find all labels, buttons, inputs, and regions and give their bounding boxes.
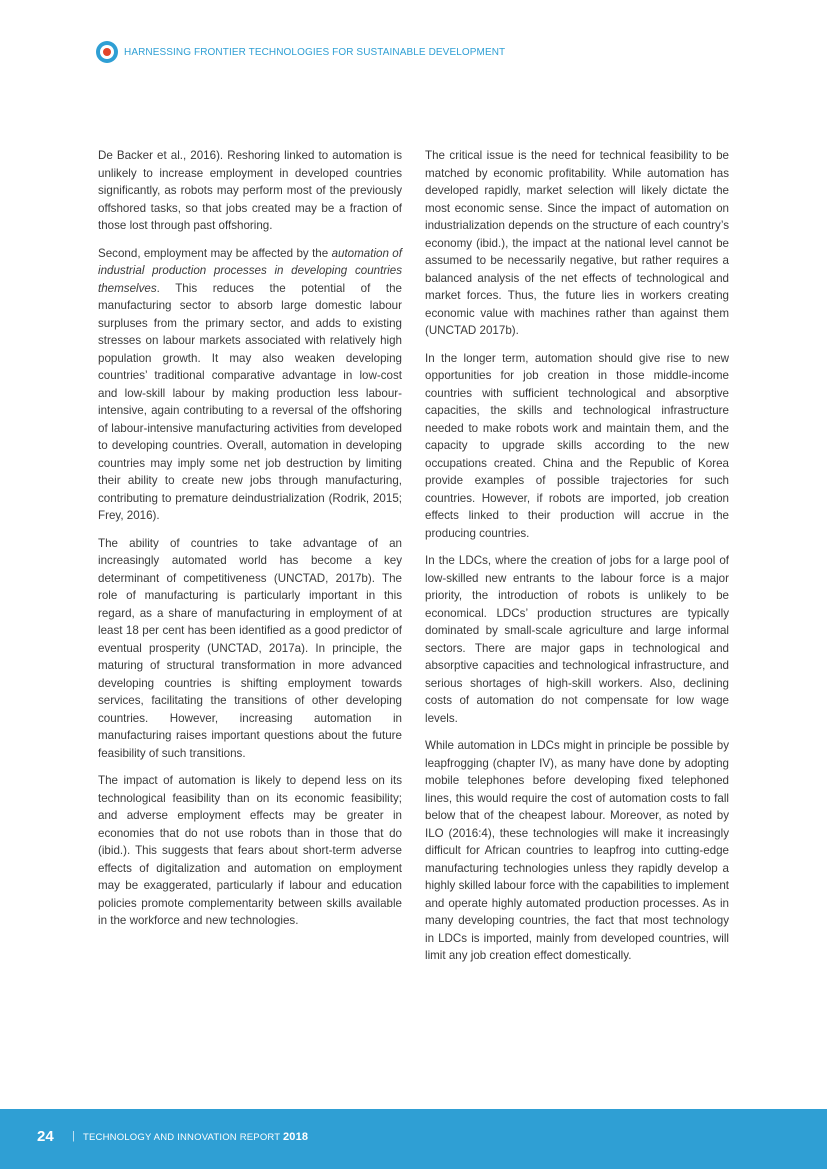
emphasized-text: automation of industrial production processes in developing countries themselves [98,246,402,295]
page-header [96,41,505,63]
paragraph: The ability of countries to take advantage of an increasingly automated world has become a key determinant of competitiveness (UNCTAD, 2017b). The role of manufacturing is particularly important in this regard, as a share of manufacturing in employment of at least 18 per cent has been identified as a good predictor of eventual prosperity (UNCTAD, 2017a). In principle, the maturing of structural transformation in more advanced developing countries is shifting employment towards services, facilitating the transitions of other developing countries. However, increasing automation in manufacturing raises important questions about the future feasibility of such transitions. [98,536,402,760]
header-title: HARNESSING FRONTIER TECHNOLOGIES FOR SUSTAINABLE DEVELOPMENT [124,46,506,58]
target-logo-icon [96,41,118,63]
report-title-text: TECHNOLOGY AND INNOVATION REPORT [83,1132,283,1143]
footer-separator: | [72,1130,75,1142]
page-number: 24 [37,1128,54,1145]
left-column [98,147,402,940]
paragraph: In the longer term, automation should give rise to new opportunities for job creation in those middle-income countries with sufficient technological and absorptive capacities, the skills and technological infrastructure needed to make robots work and maintain them, and the capacity to upgrade skills according to the new occupations created. China and the Republic of Korea provide examples of possible trajectories for such countries. However, if robots are imported, job creation effects linked to their production will accrue in the producing countries. [425,351,729,540]
report-year: 2018 [282,1131,309,1143]
paragraph: De Backer et al., 2016). Reshoring linked to automation is unlikely to increase employment in developed countries significantly, as robots may perform most of the previously offshored tasks, so that jobs created may be a fraction of those lost through past offshoring. [98,149,402,232]
paragraph-lead: Second, employment may be affected by the [98,246,332,260]
paragraph: While automation in LDCs might in principle be possible by leapfrogging (chapter IV), as many have done by adopting mobile telephones before developing fixed telephoned lines, this would require the cost of automation costs to fall below that of the cheapest labour. Moreover, as noted by ILO (2016:4), these technologies will make it increasingly difficult for African countries to leapfrog into cutting-edge manufacturing technologies unless they rapidly develop a highly skilled labour force with the capabilities to implement and operate highly automated production processes. As in many developing countries, the fact that most technology in LDCs is imported, mainly from developed countries, will limit any job creation effect domestically. [425,739,729,962]
paragraph: The critical issue is the need for technical feasibility to be matched by economic profitability. While automation has developed rapidly, market selection will likely dictate the most economic sense. Since the impact of automation on industrialization depends on the structure of each country’s economy (ibid.), the impact at the national level cannot be assumed to be necessarily negative, but rather requires a balanced analysis of the net effects of technological and market forces. Thus, the future lies in workers creating economic value with machines rather than against them (UNCTAD 2017b). [425,149,729,337]
paragraph [98,245,402,525]
paragraph: The impact of automation is likely to depend less on its technological feasibility than on its economic feasibility; and adverse employment effects may be greater in economies that do not use robots than in those that do (ibid.). This suggests that fears about short-term adverse effects of digitalization and automation on employment may be exaggerated, particularly if labour and education policies promote complementarity between skills available in the workforce and new technologies. [98,774,402,927]
page-footer [0,1109,827,1169]
paragraph: In the LDCs, where the creation of jobs for a large pool of low-skilled new entrants to the labour force is a major priority, the introduction of robots is unlikely to be economical. LDCs’ production structures are typically dominated by small-scale agriculture and large informal sectors. There are major gaps in technological and absorptive capacities and technological infrastructure, and serious shortages of high-skill workers. Also, declining costs of automation do not compensate for low wage levels. [425,554,729,725]
report-title [83,1131,308,1143]
paragraph-rest: . This reduces the potential of the manufacturing sector to absorb large domestic labour surpluses from the primary sector, and adds to existing stresses on labour markets associated with relatively high population growth. It may also weaken developing countries’ traditional comparative advantage in low-cost and low-skill labour by making production less labour-intensive, again contributing to a reversal of the offshoring of labour-intensive manufacturing activities from developed to developing countries. Overall, automation in developing countries may imply some net job destruction by limiting their ability to create new jobs through manufacturing, contributing to premature deindustrialization (Rodrik, 2015; Frey, 2016). [98,281,402,522]
right-column [425,147,729,975]
